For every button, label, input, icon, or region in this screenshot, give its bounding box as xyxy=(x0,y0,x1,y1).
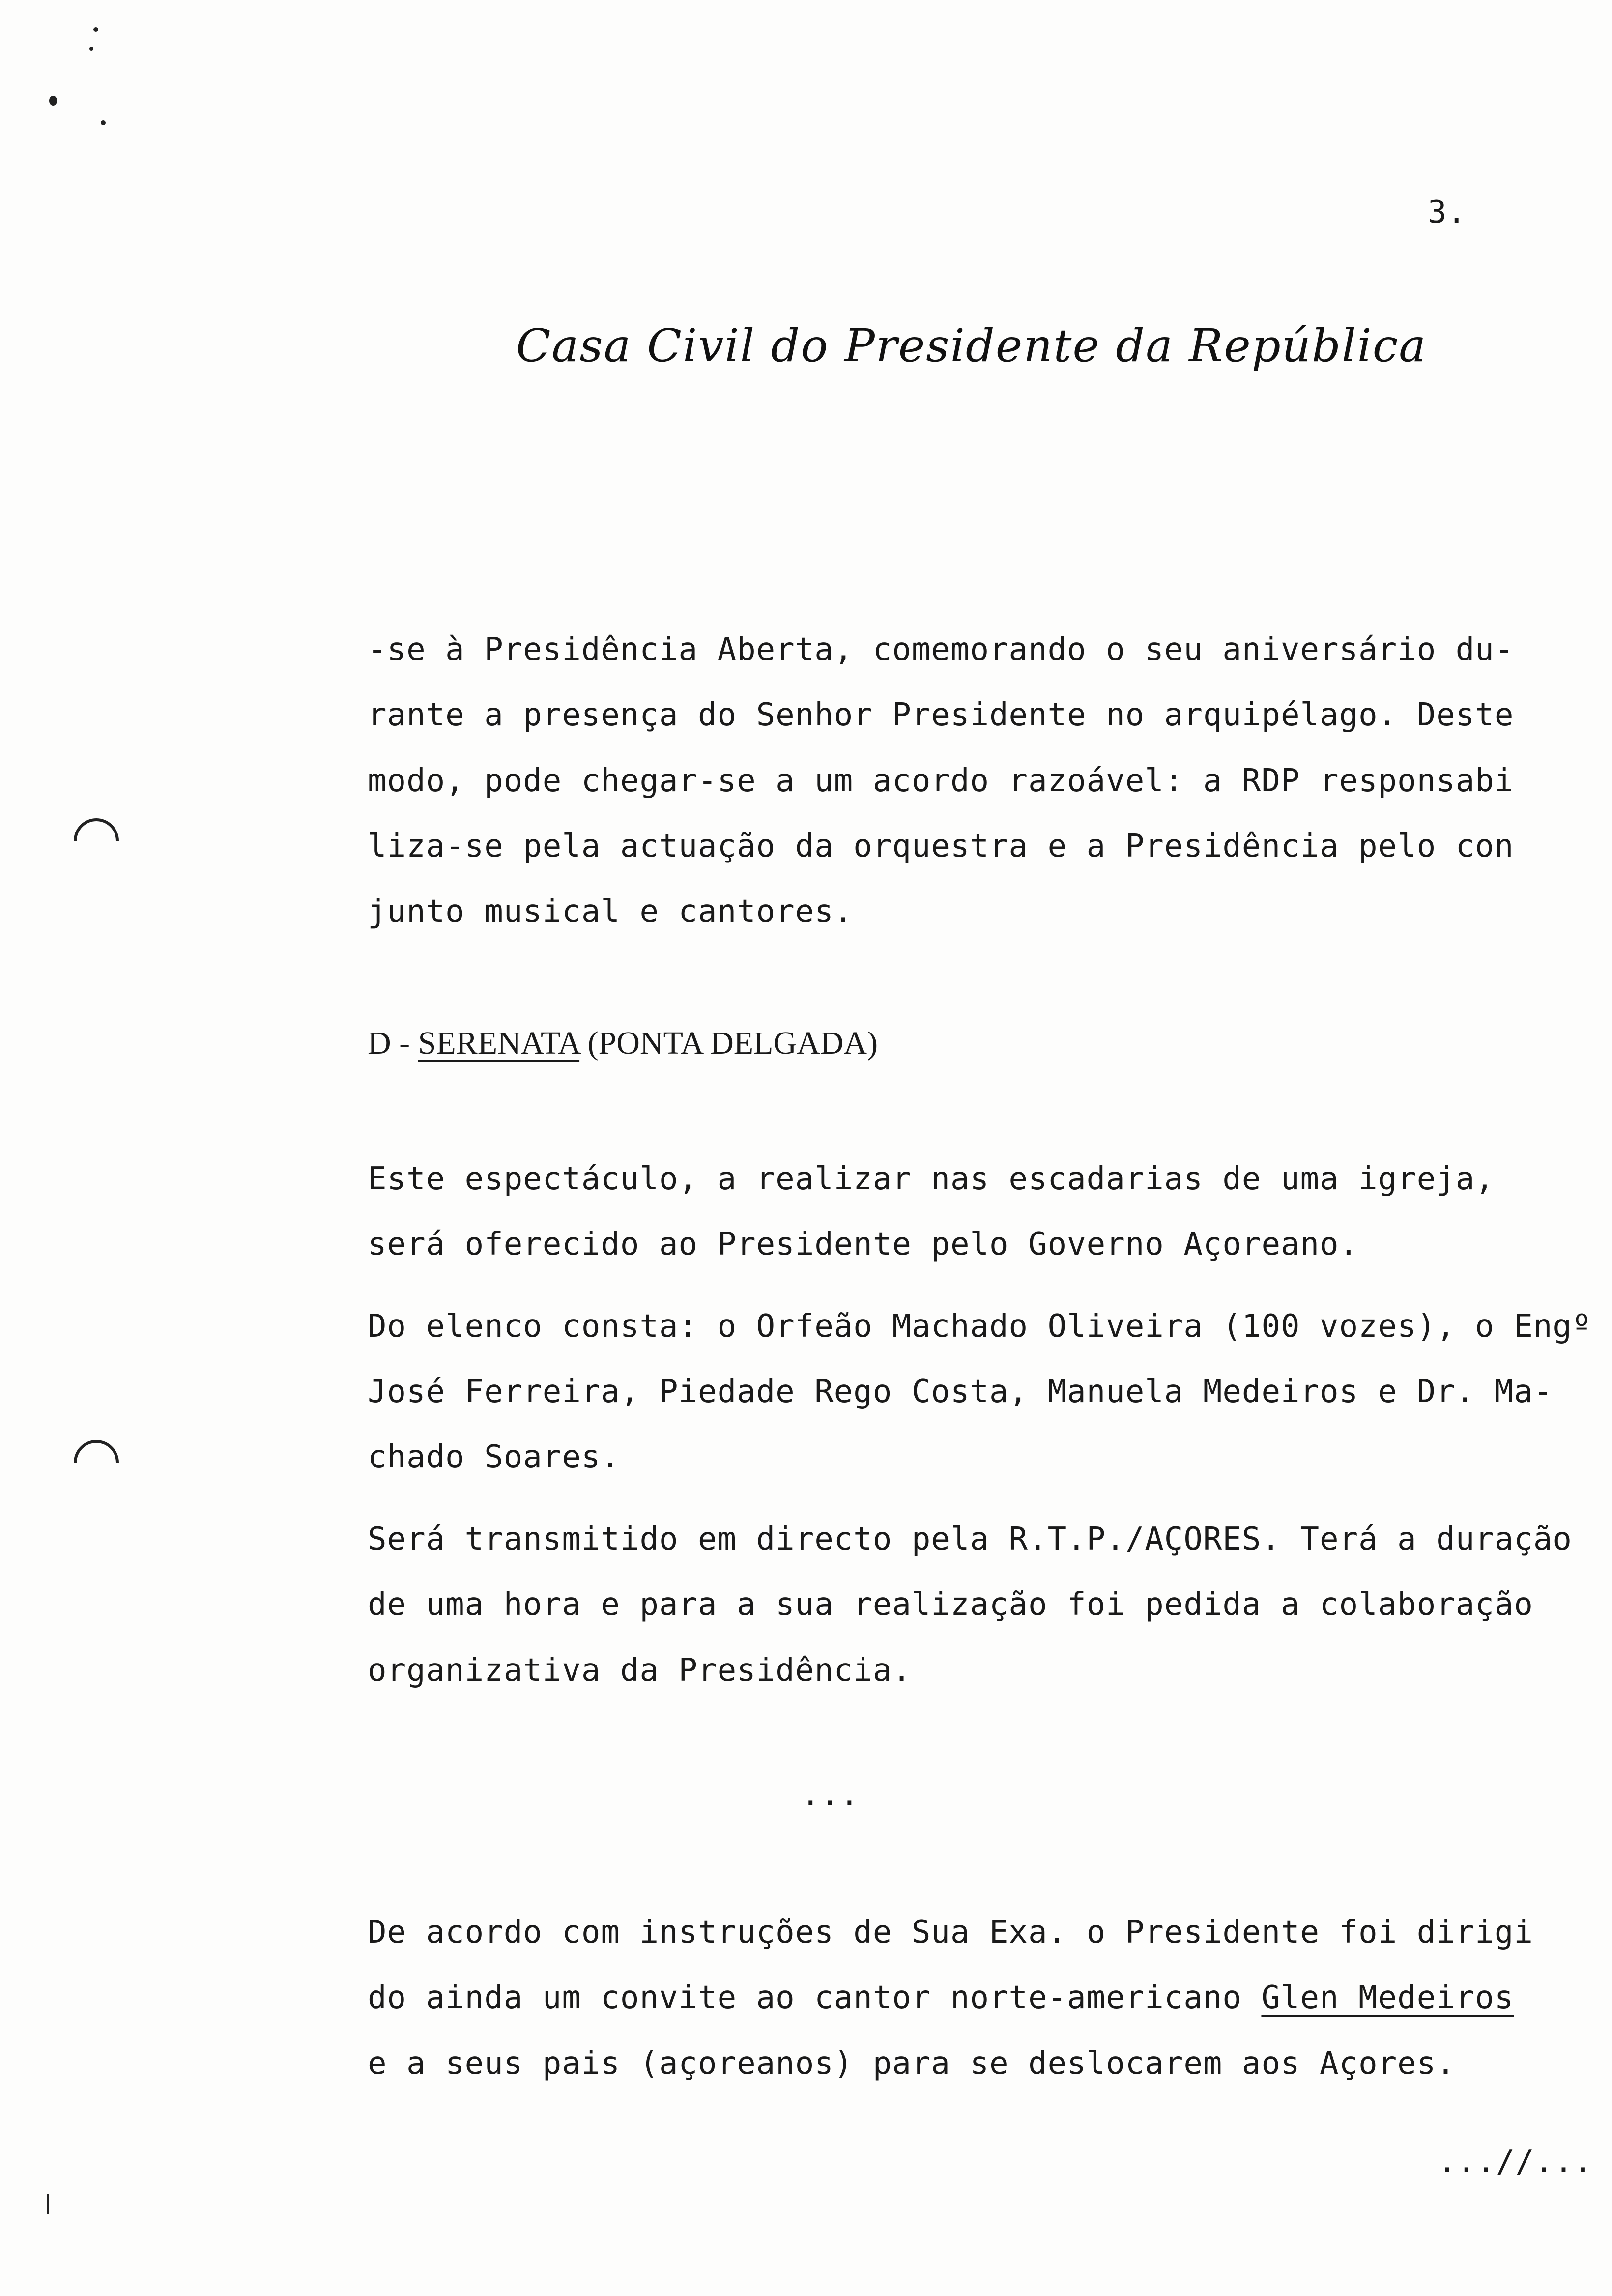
paragraph-text: do ainda um convite ao cantor norte-americano xyxy=(368,1980,1262,2016)
punch-hole-mark xyxy=(64,809,128,873)
paragraph-line: e a seus pais (açoreanos) para se deslocarem aos Açores. xyxy=(368,2045,1456,2082)
paragraph-line: Do elenco consta: o Orfeão Machado Oliveira (100 vozes), o Engº xyxy=(368,1308,1592,1345)
section-prefix: D - xyxy=(368,1025,418,1061)
continuation-marker: ...//... xyxy=(1438,2144,1593,2180)
paragraph-line: chado Soares. xyxy=(368,1439,620,1475)
punch-hole-mark xyxy=(64,1431,128,1494)
paragraph-line: modo, pode chegar-se a um acordo razoável: a RDP responsabi xyxy=(368,763,1514,799)
paragraph-line: José Ferreira, Piedade Rego Costa, Manuela Medeiros e Dr. Ma- xyxy=(368,1374,1553,1410)
paragraph-line xyxy=(368,1980,1514,2016)
section-heading xyxy=(368,1025,878,1062)
paragraph-line: Será transmitido em directo pela R.T.P./AÇORES. Terá a duração xyxy=(368,1521,1572,1557)
paragraph-line: junto musical e cantores. xyxy=(368,893,854,930)
section-title: SERENATA xyxy=(418,1025,580,1061)
letterhead: Casa Civil do Presidente da República xyxy=(516,319,1427,372)
paragraph-line: de uma hora e para a sua realização foi pedida a colaboração xyxy=(368,1586,1533,1623)
ink-dot xyxy=(89,47,93,51)
paragraph-line: será oferecido ao Presidente pelo Governo Açoreano. xyxy=(368,1226,1359,1263)
paragraph-line: organizativa da Presidência. xyxy=(368,1652,912,1689)
page-number: 3. xyxy=(1428,194,1467,230)
underlined-name: Glen Medeiros xyxy=(1261,1980,1514,2016)
ink-dot xyxy=(49,96,57,106)
paragraph-line: Este espectáculo, a realizar nas escadarias de uma igreja, xyxy=(368,1161,1495,1197)
paragraph-line: -se à Presidência Aberta, comemorando o seu aniversário du- xyxy=(368,631,1514,668)
margin-mark xyxy=(47,2194,49,2214)
ink-dot xyxy=(101,120,106,125)
paragraph-line: rante a presença do Senhor Presidente no arquipélago. Deste xyxy=(368,697,1514,733)
paragraph-line: liza-se pela actuação da orquestra e a Presidência pelo con xyxy=(368,828,1514,864)
section-separator: ... xyxy=(801,1777,860,1813)
section-location: (PONTA DELGADA) xyxy=(579,1025,878,1061)
ink-dot xyxy=(93,27,98,32)
paragraph-line: De acordo com instruções de Sua Exa. o Presidente foi dirigi xyxy=(368,1914,1533,1951)
